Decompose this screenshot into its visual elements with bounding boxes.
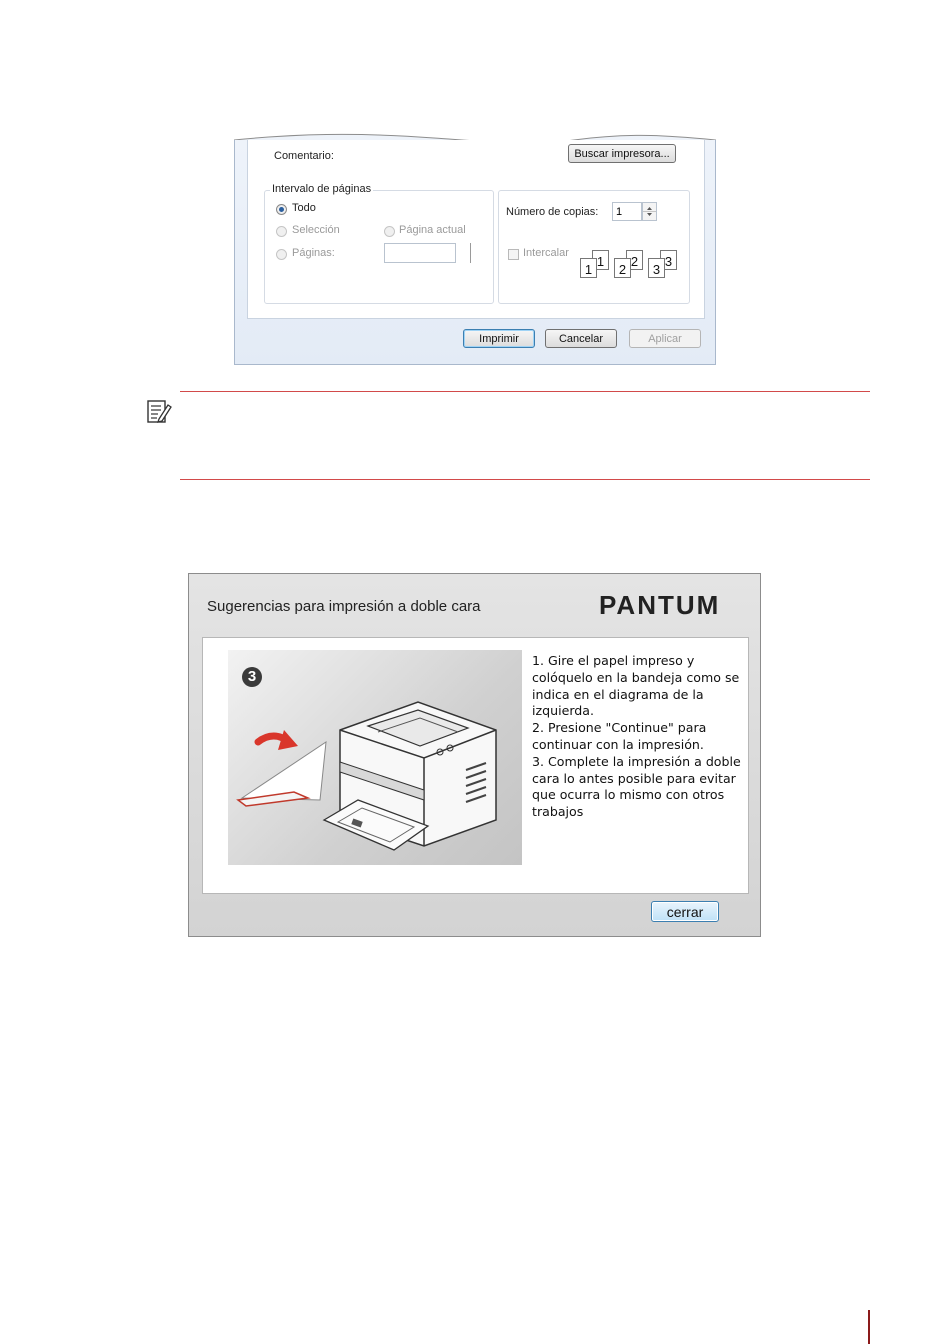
page-edge-mark (868, 1310, 870, 1344)
dialog-frame (234, 140, 716, 365)
instruction-step: 2. Presione "Continue" para continuar con la impresión. (532, 720, 707, 752)
radio-pages[interactable] (276, 249, 287, 260)
dialog-content (247, 140, 705, 319)
radio-current-page-label: Página actual (399, 224, 466, 236)
note-rule-top (180, 391, 870, 392)
instruction-step: 1. Gire el papel impreso y colóquelo en la bandeja como se indica en el diagrama de la izquierda. (532, 653, 740, 719)
page-range-legend: Intervalo de páginas (272, 183, 372, 195)
pages-input[interactable] (384, 243, 456, 263)
close-button[interactable]: cerrar (651, 901, 719, 922)
collate-page-icon: 2 (626, 250, 643, 270)
instructions (532, 653, 744, 821)
tips-panel (202, 637, 749, 894)
copies-input[interactable] (612, 202, 642, 221)
note-icon (146, 399, 172, 425)
printer-illustration (228, 650, 522, 865)
radio-current-page[interactable] (384, 226, 395, 237)
radio-all[interactable] (276, 204, 287, 215)
copies-label: Número de copias: (506, 206, 599, 218)
radio-selection[interactable] (276, 226, 287, 237)
pages-input-cursor (470, 243, 471, 263)
collate-label: Intercalar (523, 247, 569, 259)
apply-button[interactable]: Aplicar (629, 329, 701, 348)
step-number-badge: 3 (242, 667, 262, 687)
instruction-step: 3. Complete la impresión a doble cara lo antes posible para evitar que ocurra lo mismo con otros trabajos (532, 753, 741, 820)
cancel-button[interactable]: Cancelar (545, 329, 617, 348)
collate-page-icon: 1 (580, 258, 597, 278)
duplex-tips-window (188, 573, 761, 937)
printer-icon (228, 650, 522, 865)
radio-pages-label: Páginas: (292, 247, 335, 259)
radio-selection-label: Selección (292, 224, 340, 236)
comment-label: Comentario: (274, 150, 334, 162)
window-title: Sugerencias para impresión a doble cara (207, 598, 481, 615)
copies-spinner[interactable] (642, 202, 657, 221)
find-printer-button[interactable]: Buscar impresora... (568, 144, 676, 163)
collate-page-icon: 1 (592, 250, 609, 270)
collate-page-icon: 2 (614, 258, 631, 278)
pantum-logo (599, 592, 739, 618)
collate-page-icon: 3 (660, 250, 677, 270)
print-dialog-screenshot (234, 128, 716, 365)
note-rule-bottom (180, 479, 870, 480)
collate-checkbox[interactable] (508, 249, 519, 260)
svg-text:PANTUM: PANTUM (599, 592, 721, 618)
print-button[interactable]: Imprimir (463, 329, 535, 348)
radio-all-label: Todo (292, 202, 316, 214)
spinner-arrows-icon (643, 203, 656, 220)
collate-page-icon: 3 (648, 258, 665, 278)
